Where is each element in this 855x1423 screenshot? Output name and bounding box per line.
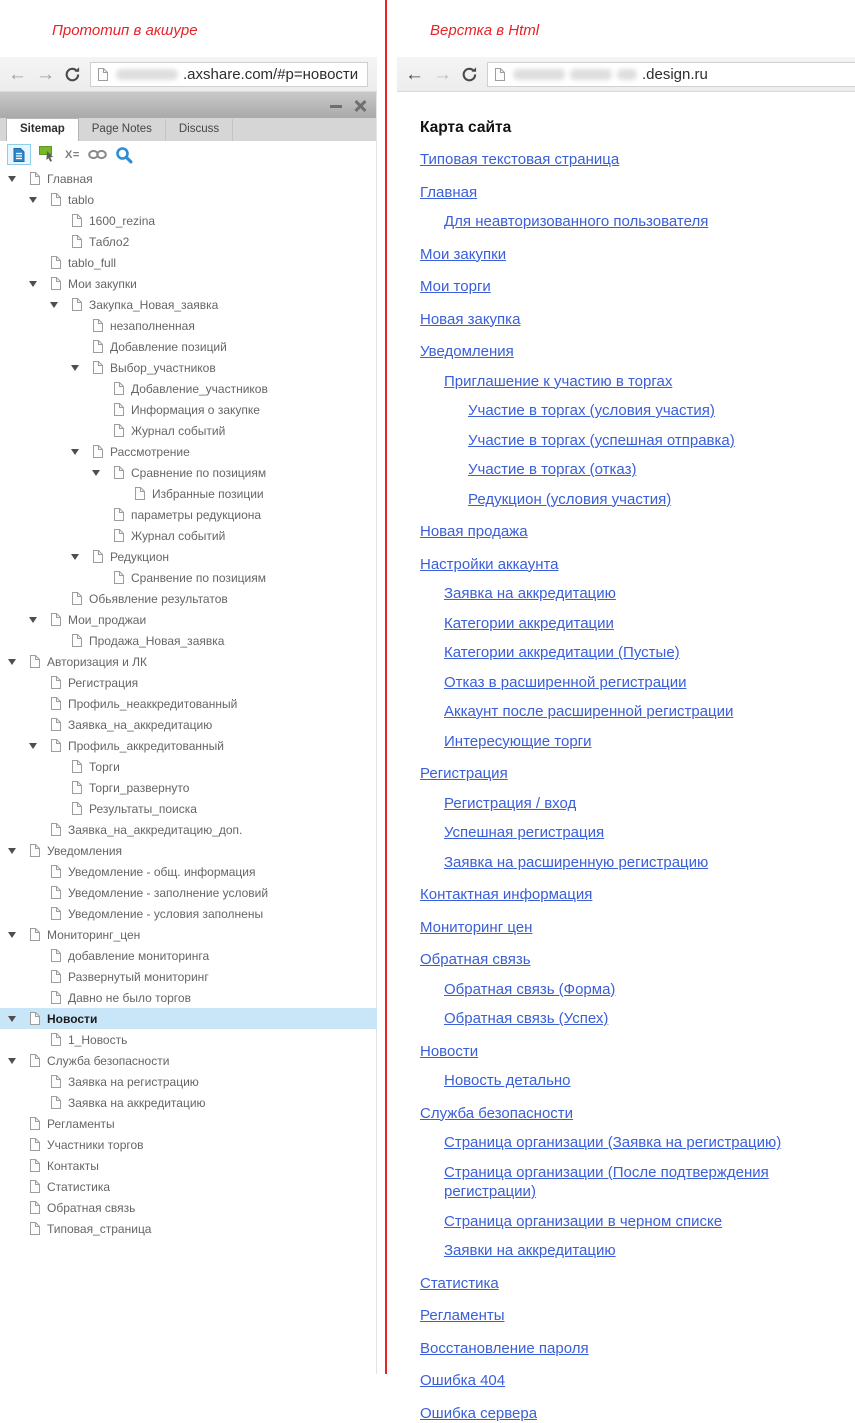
forward-icon[interactable]: → [36,65,55,84]
tree-item[interactable] [0,525,377,546]
sitemap-link-item [420,673,845,693]
sitemap-link[interactable]: Обратная связь [420,951,531,968]
page-icon [134,486,146,501]
sitemap-link[interactable]: Заявка на расширенную регистрацию [444,854,708,871]
sitemap-link[interactable]: Страница организации (Заявка на регистрацию) [444,1134,781,1151]
annotation-right: Верстка в Html [430,22,539,39]
tab-discuss[interactable]: Discuss [166,119,233,141]
tree-item-label: Авторизация и ЛК [47,655,147,669]
links-icon[interactable] [88,149,107,160]
page-icon [71,297,83,312]
sitemap-link[interactable]: Новая закупка [420,311,520,328]
sitemap-link-item [420,1163,845,1202]
page-icon [29,1200,41,1215]
sitemap-link[interactable]: Статистика [420,1275,499,1292]
page-icon [71,633,83,648]
sitemap-link-item [420,702,845,722]
page-icon [50,1074,62,1089]
page-icon [71,801,83,816]
page-icon [29,1179,41,1194]
tree-item[interactable] [0,987,377,1008]
expand-arrow-icon[interactable] [8,1016,16,1022]
tree-item-label: Информация о закупке [131,403,260,417]
tree-item-label: Заявка на аккредитацию [68,1096,206,1110]
sitemap-link-item [420,732,845,752]
tree-item[interactable] [0,966,377,987]
sitemap-link[interactable]: Уведомления [420,343,514,360]
sitemap-link-item [420,1133,845,1153]
tree-item-label: Уведомление - условия заполнены [68,907,263,921]
page-icon [50,864,62,879]
tree-item[interactable] [0,882,377,903]
page-icon [113,423,125,438]
blurred-url-part [513,69,565,80]
tree-item[interactable] [0,1197,377,1218]
expand-arrow-icon[interactable] [29,197,37,203]
sitemap-link-item [420,853,845,873]
tree-item-label: Торги_развернуто [89,781,189,795]
expand-arrow-icon[interactable] [29,617,37,623]
sitemap-link[interactable]: Ошибка сервера [420,1405,537,1422]
sitemap-link-item [420,1241,845,1261]
page-icon [29,1137,41,1152]
tree-item[interactable] [0,840,377,861]
page-icon [71,234,83,249]
tree-item[interactable] [0,567,377,588]
sitemap-link[interactable]: Заявка на аккредитацию [444,585,616,602]
sitemap-link-item [420,460,845,480]
tree-item[interactable] [0,861,377,882]
page-icon [50,990,62,1005]
expand-arrow-icon[interactable] [29,281,37,287]
page-icon [50,906,62,921]
sitemap-link-item [420,150,845,170]
tree-item[interactable] [0,441,377,462]
expand-arrow-icon[interactable] [29,743,37,749]
tree-item-label: Заявка_на_аккредитацию_доп. [68,823,242,837]
page-icon [50,738,62,753]
sitemap-link[interactable]: Служба безопасности [420,1105,573,1122]
tree-item[interactable] [0,294,377,315]
sitemap-link-item [420,614,845,634]
page-icon [29,1116,41,1131]
tree-item-label: Закупка_Новая_заявка [89,298,218,312]
tree-item-label: Регламенты [47,1117,115,1131]
tree-item[interactable] [0,672,377,693]
tree-item-label: Избранные позиции [152,487,264,501]
sitemap-link-item [420,1371,845,1391]
expand-arrow-icon[interactable] [50,302,58,308]
tree-item[interactable] [0,1071,377,1092]
tree-item-label: Контакты [47,1159,99,1173]
sitemap-link[interactable]: Восстановление пароля [420,1340,589,1357]
sitemap-link[interactable]: Интересующие торги [444,733,592,750]
close-icon[interactable] [353,99,366,112]
tree-item-label: добавление мониторинга [68,949,209,963]
sitemap-link[interactable]: Страница организации (После подтверждения регистрации) [444,1164,769,1201]
tree-item-label: Сравнение по позициям [131,466,266,480]
page-icon [92,360,104,375]
variables-icon[interactable]: X= [65,149,80,161]
refresh-icon[interactable] [64,66,81,83]
tree-item-label: Торги [89,760,120,774]
page-icon [29,654,41,669]
tree-item[interactable] [0,798,377,819]
sitemap-link-item [420,212,845,232]
sitemap-link-item [420,980,845,1000]
page-icon [29,1158,41,1173]
expand-arrow-icon[interactable] [8,176,16,182]
page-icon [113,528,125,543]
tree-item-label: Мои_проджаи [68,613,146,627]
tree-item-label: Рассмотрение [110,445,190,459]
sitemap-link-item [420,183,845,203]
tree-item-label: Профиль_аккредитованный [68,739,224,753]
sitemap-link[interactable]: Заявки на аккредитацию [444,1242,616,1259]
sitemap-link[interactable]: Обратная связь (Успех) [444,1010,608,1027]
tree-item[interactable] [0,336,377,357]
tree-item-label: Продажа_Новая_заявка [89,634,224,648]
page-icon [50,1095,62,1110]
back-icon[interactable]: ← [8,65,27,84]
tree-item-label: Регистрация [68,676,138,690]
sitemap-link-item [420,1042,845,1062]
tree-item[interactable] [0,420,377,441]
sitemap-link-item [420,918,845,938]
page-icon [50,276,62,291]
sitemap-link[interactable]: Мониторинг цен [420,919,532,936]
tree-item[interactable] [0,462,377,483]
red-divider [385,0,387,1374]
sitemap-link-item [420,372,845,392]
sitemap-link[interactable]: Участие в торгах (успешная отправка) [468,432,735,449]
page-icon [50,696,62,711]
page-icon [113,570,125,585]
tree-item-label: Обьявление результатов [89,592,228,606]
minimize-icon[interactable] [330,105,342,108]
page-icon [50,1032,62,1047]
sitemap-link-item [420,1404,845,1423]
page-icon [71,213,83,228]
page-icon [71,759,83,774]
page-icon [92,444,104,459]
tree-item[interactable] [0,630,377,651]
tree-item[interactable] [0,210,377,231]
select-widget-icon[interactable] [39,146,57,163]
page-icon [29,927,41,942]
right-url-text: .design.ru [642,66,708,83]
sitemap-link[interactable]: Регистрация [420,765,508,782]
tab-page-notes[interactable]: Page Notes [79,119,166,141]
forward-icon[interactable]: → [433,65,452,84]
tree-item[interactable] [0,945,377,966]
sitemap-link-item [420,794,845,814]
tree-item-label: Заявка на регистрацию [68,1075,199,1089]
blurred-url-part [617,69,637,80]
tree-item-label: 1600_rezina [89,214,155,228]
expand-arrow-icon[interactable] [8,659,16,665]
sitemap-link[interactable]: Мои закупки [420,246,506,263]
tree-item-label: tablo_full [68,256,116,270]
page-icon [29,1221,41,1236]
page-icon [92,549,104,564]
expand-arrow-icon[interactable] [71,449,79,455]
page-icon [113,402,125,417]
tree-item[interactable] [0,588,377,609]
back-icon[interactable]: ← [405,65,424,84]
tree-item[interactable] [0,168,377,189]
sitemap-link[interactable]: Регламенты [420,1307,505,1324]
tree-item-label: Типовая_страница [47,1222,151,1236]
tree-item[interactable] [0,735,377,756]
sitemap-link[interactable]: Участие в торгах (условия участия) [468,402,715,419]
tab-sitemap[interactable]: Sitemap [6,118,79,141]
annotation-left: Прототип в акшуре [52,22,198,39]
page-icon [92,339,104,354]
panel-tabbar [0,118,376,141]
page-icon [29,1011,41,1026]
page-icon [97,67,109,82]
tree-item-label: Развернутый мониторинг [68,970,209,984]
tree-item-label: параметры редукциона [131,508,261,522]
tree-item[interactable] [0,1008,377,1029]
search-icon[interactable] [115,146,133,164]
tree-item[interactable] [0,756,377,777]
sitemap-link[interactable]: Аккаунт после расширенной регистрации [444,703,733,720]
sitemap-link[interactable]: Для неавторизованного пользователя [444,213,708,230]
page-icon [50,822,62,837]
page-icon [50,192,62,207]
sitemap-pages-icon[interactable] [7,144,31,165]
sitemap-link-item [420,1306,845,1326]
tree-item-label: Мои закупки [68,277,137,291]
sitemap-link-item [420,584,845,604]
sitemap-link[interactable]: Участие в торгах (отказ) [468,461,636,478]
sitemap-link[interactable]: Успешная регистрация [444,824,604,841]
refresh-icon[interactable] [461,66,478,83]
tree-item[interactable] [0,1113,377,1134]
tree-item[interactable] [0,378,377,399]
sitemap-link[interactable]: Категории аккредитации (Пустые) [444,644,680,661]
right-browser-toolbar [397,57,855,92]
page-icon [50,675,62,690]
left-address-bar[interactable] [90,62,368,87]
page-icon [50,885,62,900]
tree-item-label: Редукцион [110,550,169,564]
tree-item[interactable] [0,777,377,798]
tree-item[interactable] [0,1029,377,1050]
sitemap-link[interactable]: Ошибка 404 [420,1372,505,1389]
page-icon [29,1053,41,1068]
panel-toolbar [0,141,376,168]
tree-item[interactable] [0,1092,377,1113]
sitemap-link-item [420,431,845,451]
page-icon [29,843,41,858]
page-icon [113,465,125,480]
right-address-bar[interactable] [487,62,855,87]
sitemap-link[interactable]: Приглашение к участию в торгах [444,373,672,390]
sitemap-link[interactable]: Контактная информация [420,886,592,903]
sitemap-link[interactable]: Мои торги [420,278,491,295]
sitemap-link-item [420,764,845,784]
sitemap-links [420,150,845,1423]
sitemap-link-item [420,277,845,297]
tree-item-label: незаполненная [110,319,195,333]
tree-item-label: Сранвение по позициям [131,571,266,585]
sitemap-link-item [420,1071,845,1091]
sitemap-link[interactable]: Новость детально [444,1072,571,1089]
sitemap-link-item [420,1104,845,1124]
tree-item-label: 1_Новость [68,1033,127,1047]
tree-item-label: Заявка_на_аккредитацию [68,718,212,732]
tree-item-label: tablo [68,193,94,207]
tree-item[interactable] [0,315,377,336]
tree-item-label: Статистика [47,1180,110,1194]
tree-item[interactable] [0,189,377,210]
sitemap-link-item [420,1212,845,1232]
tree-item[interactable] [0,609,377,630]
html-sitemap-page [397,92,855,1423]
tree-item-label: Участники торгов [47,1138,144,1152]
page-icon [71,780,83,795]
page-icon [50,612,62,627]
tree-item-label: Табло2 [89,235,129,249]
sitemap-link[interactable]: Категории аккредитации [444,615,614,632]
sitemap-link-item [420,490,845,510]
tree-item-label: Главная [47,172,93,186]
page-icon [113,507,125,522]
sitemap-link[interactable]: Новая продажа [420,523,528,540]
page-icon [50,717,62,732]
tree-item[interactable] [0,819,377,840]
sitemap-link-item [420,401,845,421]
tree-item[interactable] [0,357,377,378]
sitemap-link-item [420,1339,845,1359]
panel-titlebar [0,92,376,118]
page-icon [113,381,125,396]
left-url-text: .axshare.com/#p=новости [183,66,358,83]
sitemap-link[interactable]: Отказ в расширенной регистрации [444,674,686,691]
sitemap-link[interactable]: Регистрация / вход [444,795,576,812]
blurred-url-part [116,69,178,80]
tree-item[interactable] [0,1155,377,1176]
tree-item-label: Давно не было торгов [68,991,191,1005]
tree-item[interactable] [0,252,377,273]
tree-item-label: Результаты_поиска [89,802,197,816]
sitemap-link[interactable]: Редукцион (условия участия) [468,491,671,508]
tree-item-label: Уведомления [47,844,122,858]
sitemap-link-item [420,885,845,905]
sitemap-link[interactable]: Типовая текстовая страница [420,151,619,168]
tree-item[interactable] [0,651,377,672]
page-title: Карта сайта [420,119,845,137]
sitemap-link[interactable]: Настройки аккаунта [420,556,559,573]
page-icon [29,171,41,186]
tree-item[interactable] [0,1134,377,1155]
sitemap-tree [0,168,377,1239]
sitemap-link-item [420,643,845,663]
tree-item[interactable] [0,231,377,252]
tree-item-label: Выбор_участников [110,361,216,375]
tree-item-label: Уведомление - общ. информация [68,865,256,879]
expand-arrow-icon[interactable] [71,554,79,560]
tree-item[interactable] [0,1176,377,1197]
page-icon [50,255,62,270]
expand-arrow-icon[interactable] [8,1058,16,1064]
tree-item-label: Профиль_неаккредитованный [68,697,237,711]
tree-item[interactable] [0,1218,377,1239]
expand-arrow-icon[interactable] [92,470,100,476]
tree-item-label: Журнал событий [131,529,225,543]
tree-item[interactable] [0,483,377,504]
tree-item[interactable] [0,504,377,525]
tree-item[interactable] [0,924,377,945]
tree-item-label: Служба безопасности [47,1054,169,1068]
sitemap-link-item [420,342,845,362]
tree-item-label: Обратная связь [47,1201,135,1215]
page-icon [50,948,62,963]
sitemap-link-item [420,245,845,265]
tree-item[interactable] [0,546,377,567]
sitemap-link-item [420,555,845,575]
left-browser-toolbar [0,57,377,92]
tree-item-label: Добавление_участников [131,382,268,396]
page-icon [92,318,104,333]
tree-item[interactable] [0,273,377,294]
tree-item-label: Журнал событий [131,424,225,438]
sitemap-link-item [420,823,845,843]
tree-item[interactable] [0,714,377,735]
tree-item[interactable] [0,399,377,420]
expand-arrow-icon[interactable] [8,848,16,854]
tree-item-label: Мониторинг_цен [47,928,140,942]
axure-sitemap-panel [0,92,377,1374]
sitemap-link-item [420,1274,845,1294]
page-icon [50,969,62,984]
sitemap-link-item [420,950,845,970]
sitemap-link[interactable]: Страница организации в черном списке [444,1213,722,1230]
blurred-url-part [570,69,612,80]
sitemap-link[interactable]: Главная [420,184,477,201]
tree-item-label: Новости [47,1012,97,1026]
sitemap-link-item [420,522,845,542]
sitemap-link[interactable]: Обратная связь (Форма) [444,981,615,998]
expand-arrow-icon[interactable] [8,932,16,938]
sitemap-link-item [420,310,845,330]
sitemap-link-item [420,1009,845,1029]
sitemap-link[interactable]: Новости [420,1043,478,1060]
tree-item[interactable] [0,693,377,714]
tree-item-label: Уведомление - заполнение условий [68,886,268,900]
tree-item-label: Добавление позиций [110,340,227,354]
page-icon [71,591,83,606]
tree-item[interactable] [0,1050,377,1071]
tree-item[interactable] [0,903,377,924]
page-icon [494,67,506,82]
expand-arrow-icon[interactable] [71,365,79,371]
